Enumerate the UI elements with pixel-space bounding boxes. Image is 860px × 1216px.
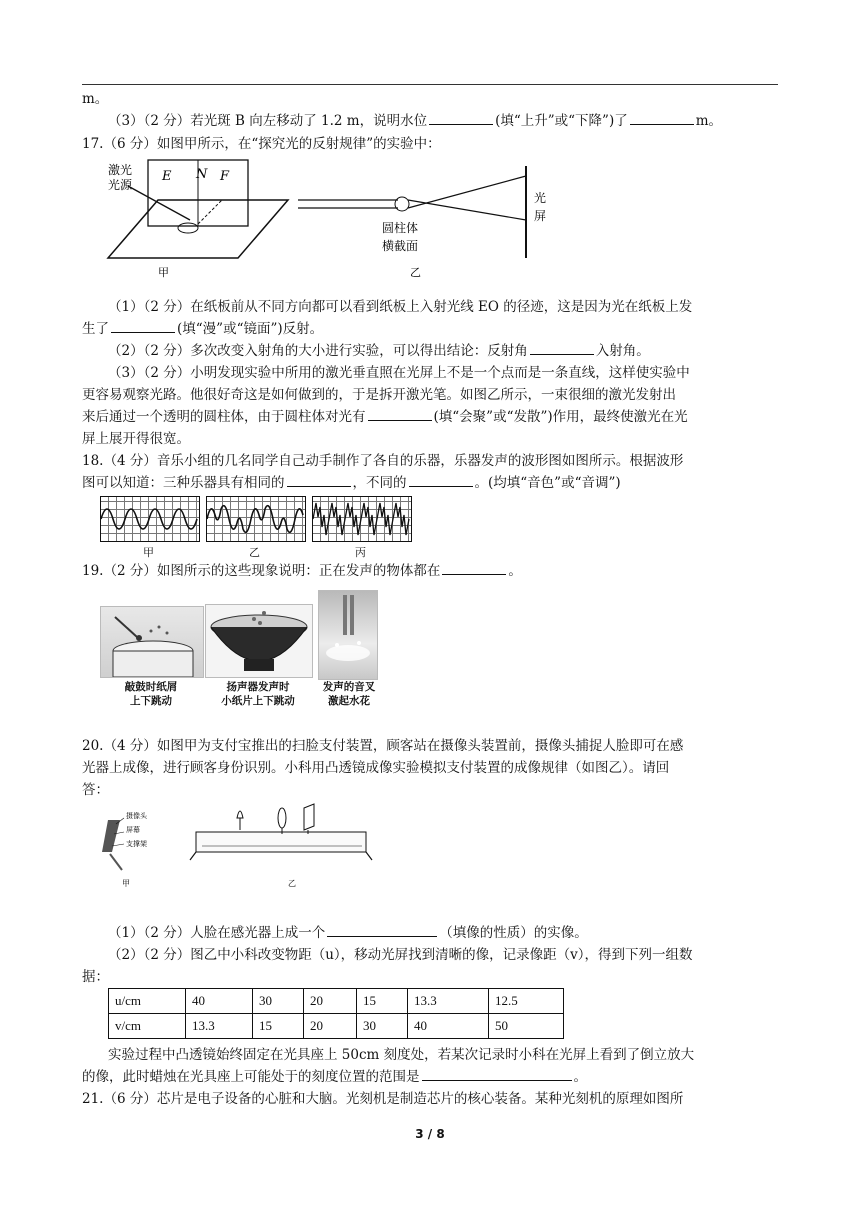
- answer-blank[interactable]: [630, 110, 694, 125]
- label-F: F: [220, 169, 230, 184]
- answer-blank[interactable]: [111, 318, 175, 333]
- label-camera: 摄像头: [126, 812, 147, 820]
- cylinder-cross-section: [395, 197, 409, 211]
- figure-17: [98, 158, 568, 283]
- question-17-1b: 生了 (填“漫”或“镜面”)反射。: [82, 318, 778, 340]
- bench-leg-left: [190, 852, 196, 860]
- question-17-title: 17.（6 分）如图甲所示，在“探究光的反射规律”的实验中：: [82, 136, 441, 152]
- page-number: 3 / 8: [415, 1127, 445, 1141]
- question-21: 21.（6 分）芯片是电子设备的心脏和大脑。光刻机是制造芯片的核心装备。某种光刻机的原理如图所: [82, 1091, 684, 1107]
- table-cell: 40: [408, 1014, 489, 1039]
- label-jia: 甲: [122, 879, 130, 888]
- waveform-bing: [312, 496, 412, 542]
- text-line: m。: [82, 91, 109, 107]
- answer-blank[interactable]: [287, 472, 351, 487]
- table-cell: 13.3: [408, 989, 489, 1014]
- label-yi: 乙: [410, 266, 421, 279]
- photo-tuning-fork: [318, 590, 378, 680]
- photo-tuning-fork-caption: 发声的音叉 激起水花: [322, 681, 376, 707]
- question-20-2a: （2）（2 分）图乙中小科改变物距（u），移动光屏找到清晰的像，记录像距（v），得到下列一组数: [108, 947, 693, 963]
- answer-blank[interactable]: [442, 560, 506, 575]
- question-16-3: （3）（2 分）若光斑 B 向左移动了 1.2 m，说明水位 (填“上升”或“下降”)了 m。: [82, 110, 778, 132]
- label-laser: 激光: [108, 163, 133, 177]
- speaker-illustration: [206, 605, 312, 677]
- question-20-3b: 的像，此时蜡烛在光具座上可能处于的刻度位置的范围是 。: [82, 1066, 778, 1088]
- table-row-u: [109, 989, 564, 1014]
- data-table: [108, 988, 564, 1039]
- label-screen-1: 光: [534, 191, 547, 205]
- caption-bing: 丙: [355, 546, 366, 559]
- incident-ray: [128, 186, 190, 220]
- table-cell: 30: [253, 989, 304, 1014]
- table-cell: 30: [357, 1014, 408, 1039]
- label-stand: 支撑架: [126, 840, 147, 848]
- label-cylinder: 圆柱体: [382, 221, 419, 235]
- label-screen-2: 屏: [534, 209, 547, 223]
- question-17-3d: 屏上展开得很宽。: [82, 431, 190, 447]
- label-screen: 屏幕: [126, 826, 140, 834]
- question-20-1: （1）（2 分）人脸在感光器上成一个 （填像的性质）的实像。: [82, 922, 778, 944]
- question-17-3a: （3）（2 分）小明发现实验中所用的激光垂直照在光屏上不是一个点而是一条直线，这样使实验中: [108, 365, 690, 381]
- table-header-u: u/cm: [109, 989, 186, 1014]
- table-cell: 15: [357, 989, 408, 1014]
- table-cell: 20: [304, 989, 357, 1014]
- photo-drum-caption: 敲鼓时纸屑 上下跳动: [124, 681, 178, 707]
- label-E: E: [162, 169, 172, 184]
- waveform-yi: [206, 496, 306, 542]
- label-yi: 乙: [288, 879, 296, 888]
- answer-blank[interactable]: [530, 340, 594, 355]
- answer-blank[interactable]: [409, 472, 473, 487]
- question-19: 19.（2 分）如图所示的这些现象说明：正在发声的物体都在 。: [82, 560, 778, 582]
- question-18b: 图可以知道：三种乐器具有相同的 ，不同的 。(均填“音色”或“音调”): [82, 472, 778, 494]
- top-rule: [82, 84, 778, 85]
- table-cell: 12.5: [489, 989, 564, 1014]
- answer-blank[interactable]: [327, 922, 437, 937]
- photo-speaker-caption: 扬声器发声时 小纸片上下跳动: [221, 681, 295, 707]
- waveform-jia: [100, 496, 200, 542]
- answer-blank[interactable]: [429, 110, 493, 125]
- question-18a: 18.（4 分）音乐小组的几名同学自己动手制作了各自的乐器，乐器发声的波形图如图所示。根据波形: [82, 453, 684, 469]
- question-20b: 光器上成像，进行顾客身份识别。小科用凸透镜成像实验模拟支付装置的成像规律（如图乙）。请回: [82, 760, 670, 776]
- question-17-1a: （1）（2 分）在纸板前从不同方向都可以看到纸板上入射光线 EO 的径迹，这是因为光在纸板上发: [108, 299, 693, 315]
- question-17-3b: 更容易观察光路。他很好奇这是如何做到的，于是拆开激光笔。如图乙所示，一束很细的激光发射出: [82, 387, 676, 403]
- mirror-holder: [178, 223, 198, 233]
- waveform-bing-trace: [313, 497, 411, 541]
- answer-blank[interactable]: [368, 406, 432, 421]
- reflected-ray: [198, 200, 222, 224]
- question-20-3a: 实验过程中凸透镜始终固定在光具座上 50cm 刻度处，若某次记录时小科在光屏上看到了倒立放大: [108, 1047, 695, 1063]
- question-20a: 20.（4 分）如图甲为支付宝推出的扫脸支付装置，顾客站在摄像头装置前，摄像头捕捉人脸即可在感: [82, 738, 684, 754]
- photo-drum: [100, 606, 204, 678]
- light-screen: [304, 804, 314, 830]
- label-N: N: [196, 167, 208, 182]
- caption-jia: 甲: [143, 546, 154, 559]
- table-cell: 20: [304, 1014, 357, 1039]
- tuning-fork-illustration: [319, 591, 377, 679]
- figure-20: [100, 800, 380, 892]
- label-cross-section: 横截面: [382, 239, 419, 253]
- table-cell: 50: [489, 1014, 564, 1039]
- photo-speaker: [205, 604, 313, 678]
- question-17-2: （2）（2 分）多次改变入射角的大小进行实验，可以得出结论：反射角 入射角。: [82, 340, 778, 362]
- label-jia: 甲: [158, 266, 169, 279]
- label-source: 光源: [108, 178, 133, 192]
- payment-device: [102, 820, 120, 852]
- optical-bench: [196, 832, 366, 852]
- table-row-v: [109, 1014, 564, 1039]
- waveform-yi-trace: [207, 497, 305, 541]
- waveform-jia-trace: [101, 497, 199, 541]
- table-cell: 13.3: [186, 1014, 253, 1039]
- device-stand: [110, 854, 122, 870]
- table-header-v: v/cm: [109, 1014, 186, 1039]
- table-cell: 15: [253, 1014, 304, 1039]
- drum-illustration: [101, 607, 203, 677]
- question-17-3c: 来后通过一个透明的圆柱体，由于圆柱体对光有 (填“会聚”或“发散”)作用，最终使激光在光: [82, 406, 778, 428]
- table-cell: 40: [186, 989, 253, 1014]
- question-20-2b: 据：: [82, 969, 109, 985]
- candle: [237, 811, 243, 830]
- answer-blank[interactable]: [422, 1066, 572, 1081]
- bench-leg-right: [366, 852, 372, 860]
- convex-lens: [278, 808, 286, 828]
- caption-yi: 乙: [249, 546, 260, 559]
- spread-beam-2: [408, 176, 526, 208]
- question-20c: 答：: [82, 782, 109, 798]
